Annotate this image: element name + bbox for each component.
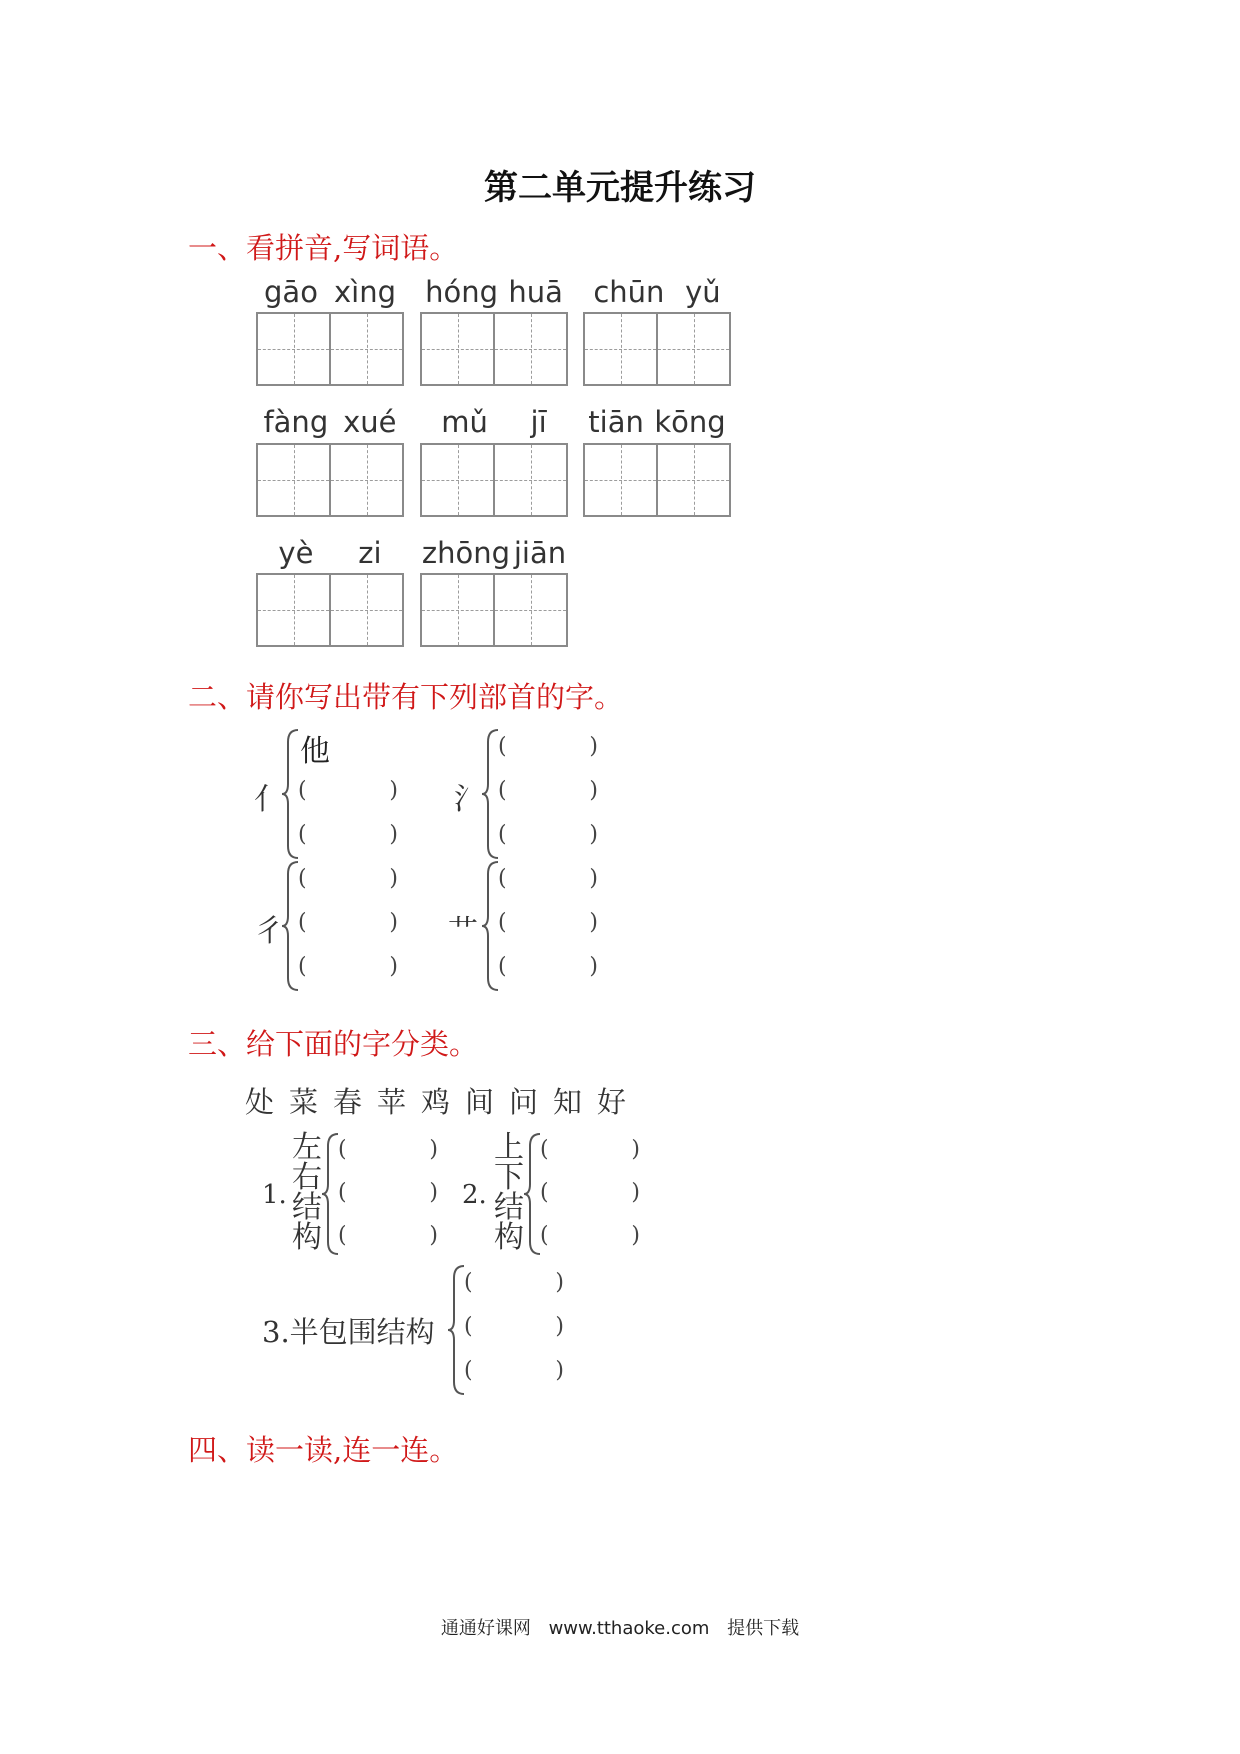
answer-slot[interactable] <box>464 1358 564 1383</box>
paren-open: ( <box>298 910 307 935</box>
answer-slot[interactable] <box>498 778 598 803</box>
paren-open: ( <box>338 1137 347 1162</box>
footer-note: 提供下载 <box>727 1618 800 1639</box>
radical-label: 氵 <box>454 782 484 817</box>
pinyin-syllable: yǔ <box>685 275 721 309</box>
pinyin-syllable: zi <box>358 536 382 570</box>
pinyin-syllable: fàng <box>263 405 329 439</box>
paren-open: ( <box>498 866 507 891</box>
label-char: 下 <box>494 1160 524 1195</box>
answer-slot[interactable] <box>498 910 598 935</box>
paren-close: ) <box>389 954 398 979</box>
paren-open: ( <box>464 1358 473 1383</box>
paren-open: ( <box>540 1137 549 1162</box>
writing-box[interactable] <box>256 573 404 647</box>
answer-slot[interactable] <box>338 1223 438 1248</box>
pinyin-syllable: mǔ <box>441 405 488 439</box>
answer-slot[interactable] <box>464 1314 564 1339</box>
char-item: 苹 <box>377 1085 407 1119</box>
paren-close: ) <box>589 866 598 891</box>
paren-close: ) <box>589 734 598 759</box>
paren-close: ) <box>589 910 598 935</box>
paren-close: ) <box>389 910 398 935</box>
paren-open: ( <box>298 954 307 979</box>
pinyin-label <box>420 275 568 309</box>
label-char: 结 <box>292 1190 322 1225</box>
paren-open: ( <box>338 1180 347 1205</box>
paren-close: ) <box>631 1223 640 1248</box>
radical-label: 艹 <box>448 914 478 949</box>
character-list <box>245 1080 641 1121</box>
paren-open: ( <box>298 866 307 891</box>
writing-box[interactable] <box>420 443 568 517</box>
paren-close: ) <box>589 822 598 847</box>
paren-close: ) <box>389 778 398 803</box>
pinyin-syllable: gāo <box>264 275 318 309</box>
paren-open: ( <box>298 778 307 803</box>
answer-slot[interactable] <box>338 1137 438 1162</box>
page-title: 第二单元提升练习 <box>484 168 756 208</box>
section-4-heading: 四、读一读,连一连。 <box>188 1433 459 1467</box>
group-number: 2. <box>462 1180 487 1210</box>
section-1-heading: 一、看拼音,写词语。 <box>188 231 459 265</box>
pinyin-label <box>256 536 404 570</box>
answer-slot[interactable] <box>464 1270 564 1295</box>
answer-slot[interactable] <box>298 822 398 847</box>
group-label-vertical <box>292 1130 322 1255</box>
writing-box[interactable] <box>420 312 568 386</box>
pinyin-syllable: yè <box>278 536 314 570</box>
writing-box[interactable] <box>420 573 568 647</box>
footer <box>0 1614 1240 1640</box>
label-char: 左 <box>292 1130 322 1165</box>
paren-close: ) <box>389 822 398 847</box>
paren-open: ( <box>498 778 507 803</box>
char-item: 间 <box>465 1085 495 1119</box>
paren-close: ) <box>555 1358 564 1383</box>
group-number: 1. <box>262 1180 287 1210</box>
paren-open: ( <box>498 734 507 759</box>
answer-slot[interactable] <box>498 866 598 891</box>
pinyin-label <box>420 536 568 570</box>
paren-close: ) <box>389 866 398 891</box>
paren-open: ( <box>464 1270 473 1295</box>
answer-slot[interactable] <box>298 778 398 803</box>
paren-close: ) <box>589 778 598 803</box>
answer-slot[interactable] <box>338 1180 438 1205</box>
answer-slot[interactable] <box>298 910 398 935</box>
example-char: 他 <box>300 734 330 769</box>
paren-open: ( <box>498 822 507 847</box>
paren-close: ) <box>555 1270 564 1295</box>
answer-slot[interactable] <box>498 822 598 847</box>
paren-close: ) <box>589 954 598 979</box>
writing-box[interactable] <box>583 312 731 386</box>
radical-label: 彳 <box>254 914 284 949</box>
pinyin-label <box>583 275 731 309</box>
paren-open: ( <box>498 910 507 935</box>
pinyin-syllable: hóng <box>425 275 499 309</box>
paren-close: ) <box>429 1223 438 1248</box>
char-item: 处 <box>245 1085 275 1119</box>
paren-close: ) <box>429 1137 438 1162</box>
paren-open: ( <box>540 1223 549 1248</box>
char-item: 春 <box>333 1085 363 1119</box>
pinyin-syllable: xìng <box>333 275 396 309</box>
footer-url[interactable]: www.tthaoke.com <box>548 1618 710 1639</box>
section-2-heading: 二、请你写出带有下列部首的字。 <box>188 680 624 714</box>
paren-open: ( <box>338 1223 347 1248</box>
pinyin-label <box>256 275 404 309</box>
paren-open: ( <box>540 1180 549 1205</box>
pinyin-label <box>420 405 568 439</box>
pinyin-syllable: zhōng <box>421 536 511 570</box>
label-char: 结 <box>494 1190 524 1225</box>
label-char: 上 <box>494 1130 524 1165</box>
paren-close: ) <box>555 1314 564 1339</box>
footer-site: 通通好课网 <box>440 1618 531 1639</box>
radical-label: 亻 <box>254 782 284 817</box>
paren-open: ( <box>298 822 307 847</box>
answer-slot[interactable] <box>540 1223 640 1248</box>
paren-open: ( <box>498 954 507 979</box>
pinyin-syllable: chūn <box>593 275 665 309</box>
writing-box[interactable] <box>583 443 731 517</box>
label-char: 构 <box>494 1220 524 1255</box>
pinyin-label <box>583 405 731 439</box>
pinyin-syllable: xué <box>343 405 397 439</box>
answer-slot[interactable] <box>540 1180 640 1205</box>
char-item: 鸡 <box>421 1085 451 1119</box>
answer-slot[interactable] <box>298 866 398 891</box>
pinyin-syllable: tiān <box>588 405 644 439</box>
char-item: 菜 <box>289 1085 319 1119</box>
paren-open: ( <box>464 1314 473 1339</box>
paren-close: ) <box>631 1180 640 1205</box>
paren-close: ) <box>429 1180 438 1205</box>
group-label-vertical <box>494 1130 524 1255</box>
writing-box[interactable] <box>256 312 404 386</box>
char-item: 问 <box>509 1085 539 1119</box>
answer-slot[interactable] <box>298 954 398 979</box>
paren-close: ) <box>631 1137 640 1162</box>
pinyin-syllable: jiān <box>513 536 567 570</box>
pinyin-syllable: jī <box>530 405 547 439</box>
answer-slot[interactable] <box>498 734 598 759</box>
answer-slot[interactable] <box>540 1137 640 1162</box>
pinyin-syllable: huā <box>508 275 563 309</box>
label-char: 右 <box>292 1160 322 1195</box>
label-char: 构 <box>292 1220 322 1255</box>
writing-box[interactable] <box>256 443 404 517</box>
pinyin-label <box>256 405 404 439</box>
char-item: 好 <box>597 1085 627 1119</box>
char-item: 知 <box>553 1085 583 1119</box>
section-3-heading: 三、给下面的字分类。 <box>188 1027 479 1061</box>
group-label: 3.半包围结构 <box>262 1315 435 1349</box>
pinyin-syllable: kōng <box>654 405 726 439</box>
answer-slot[interactable] <box>498 954 598 979</box>
